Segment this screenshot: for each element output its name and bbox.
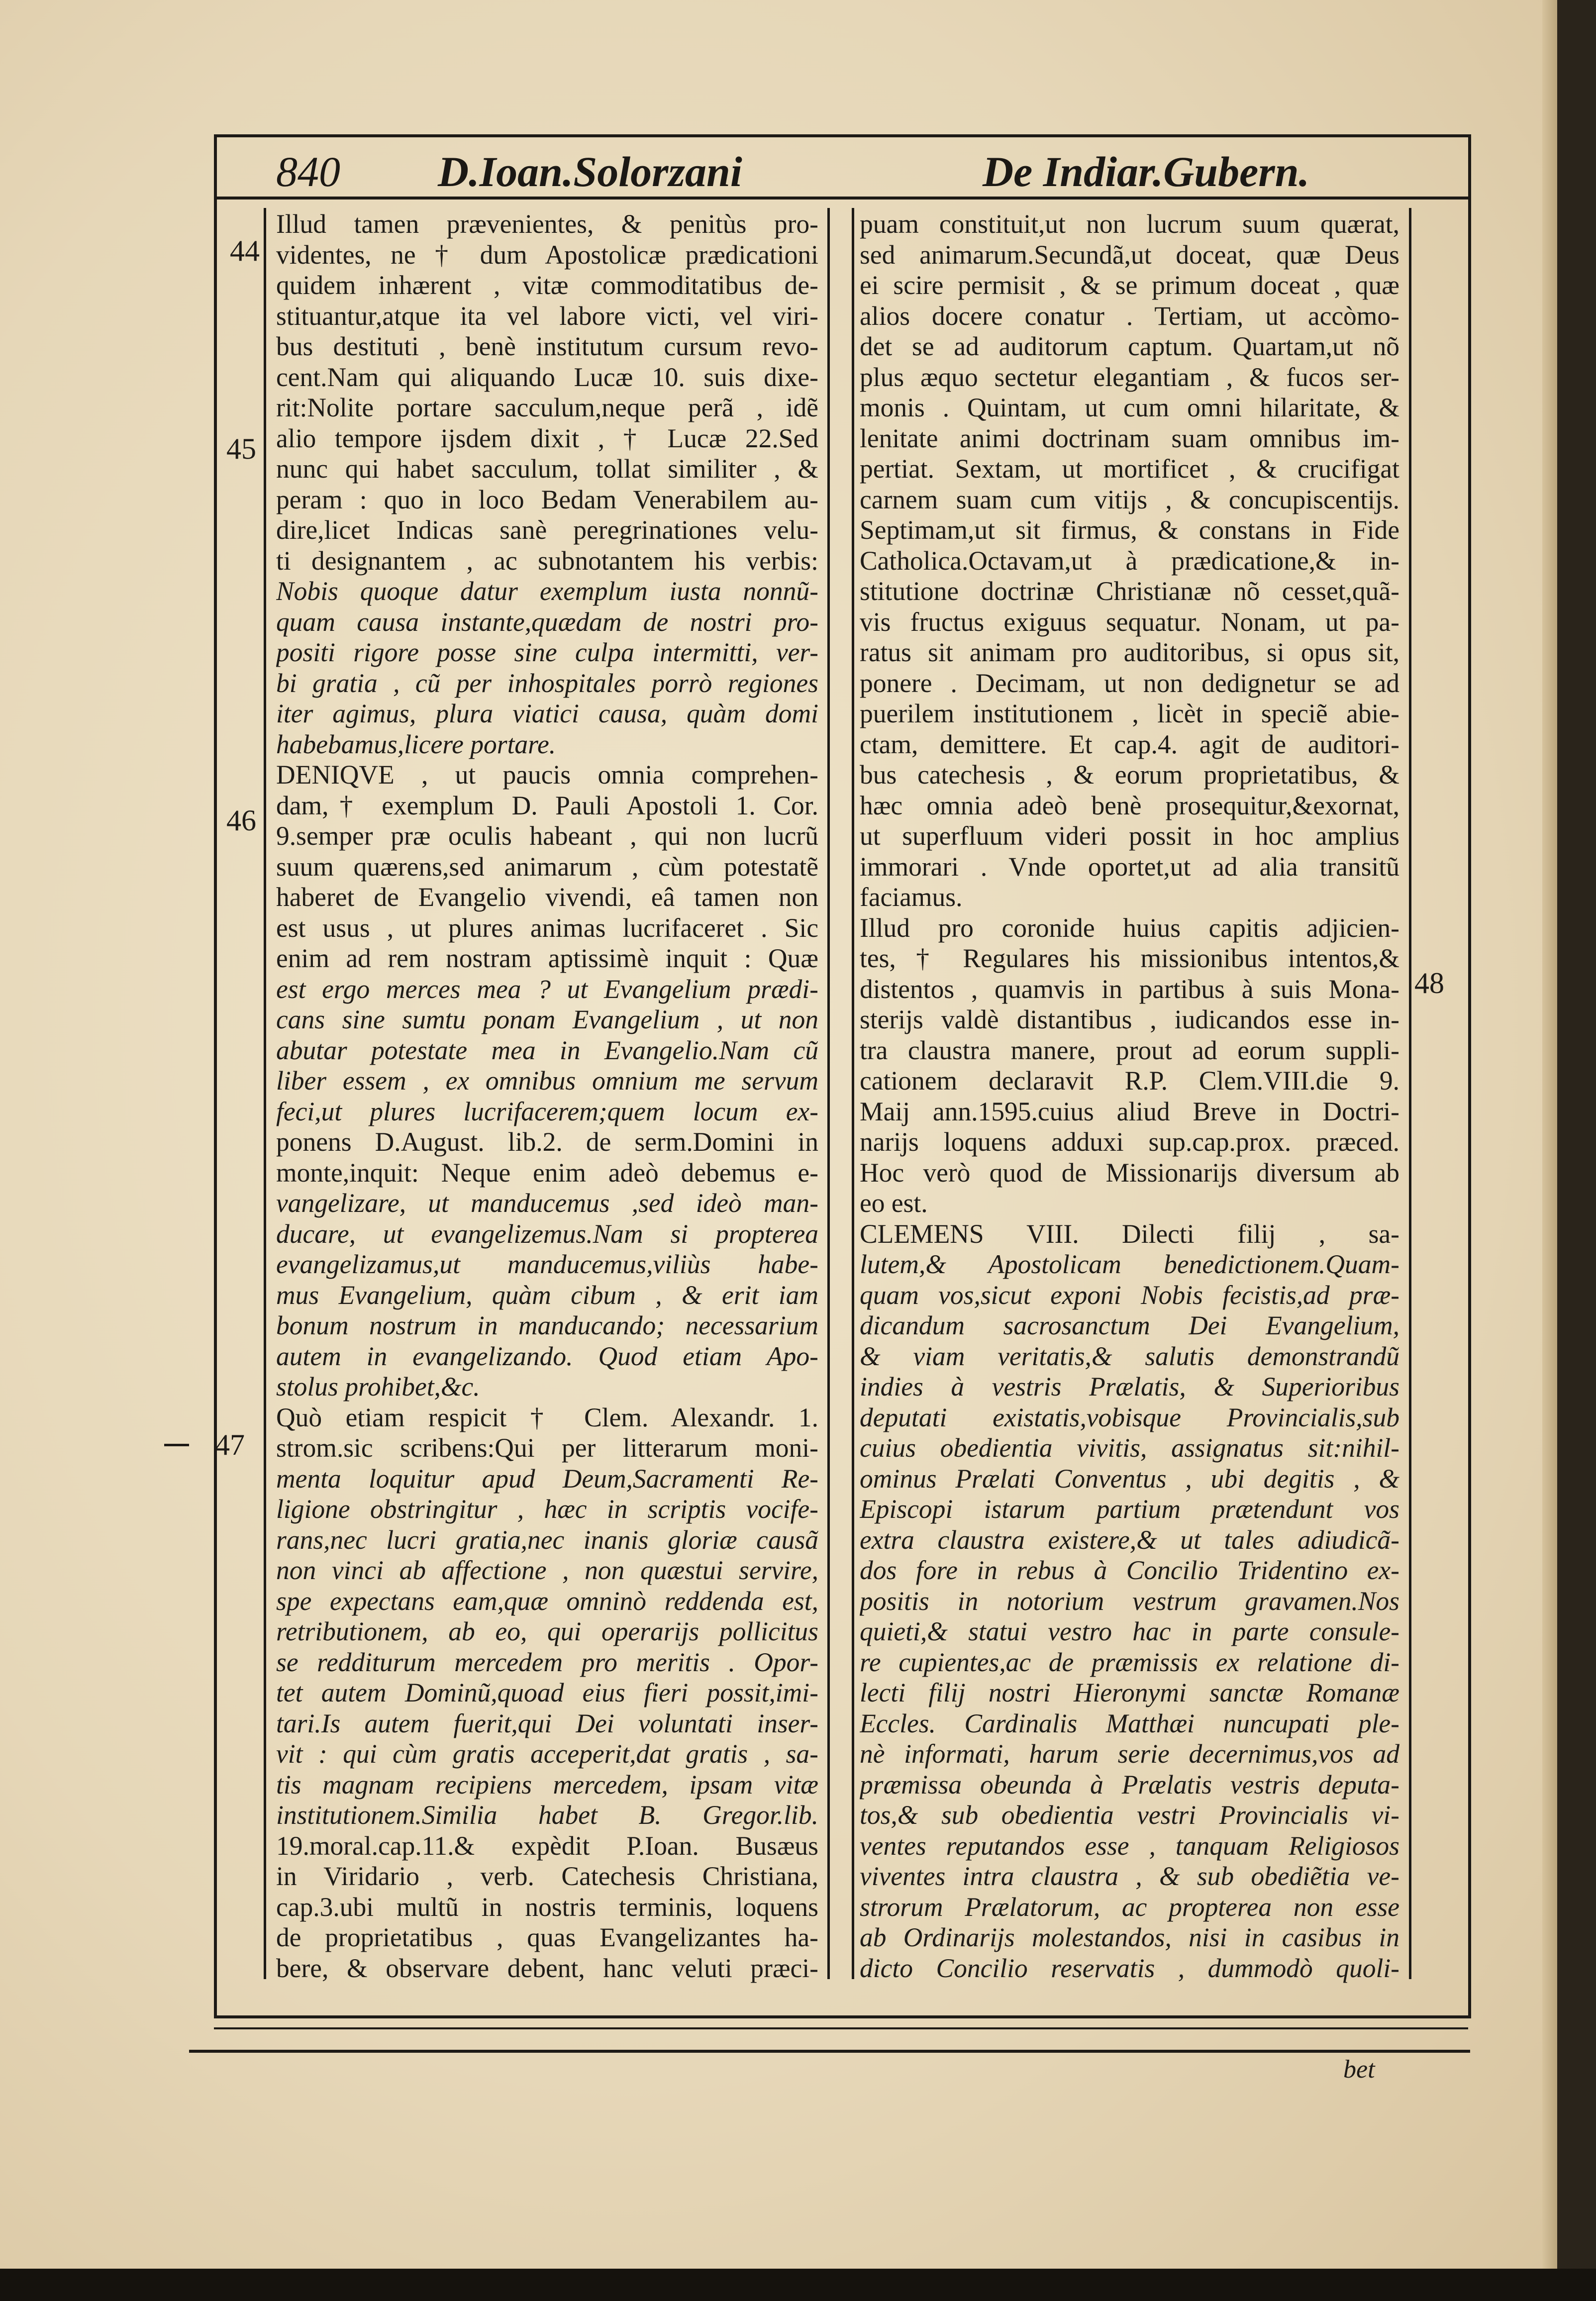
margin-number-47: 47 — [215, 1428, 245, 1461]
margin-number-46: 46 — [226, 804, 256, 837]
text-line: cap.3.ubi multũ in nostris terminis, loquens — [276, 1892, 818, 1922]
text-line: ti designantem , ac subnotantem his verbis: — [276, 545, 818, 576]
text-line: bi gratia , cũ per inhospitales porrò regiones — [276, 668, 818, 698]
text-line: dire,licet Indicas sanè peregrinationes velu- — [276, 515, 818, 545]
text-line: dicto Concilio reservatis , dummodò quoli- — [860, 1953, 1399, 1983]
text-line: præmissa obeunda à Prælatis vestris deputa- — [860, 1769, 1399, 1800]
text-line: stituantur,atque ita vel labore victi, vel viri- — [276, 300, 818, 331]
text-line: Hoc verò quod de Missionarijs diversum ab — [860, 1157, 1399, 1188]
text-line: ventes reputandos esse , tanquam Religiosos — [860, 1830, 1399, 1861]
text-line: ut superfluum videri possit in hoc amplius — [860, 821, 1399, 851]
text-line: Septimam,ut sit firmus, & constans in Fide — [860, 515, 1399, 545]
text-line: rans,nec lucri gratia,nec inanis gloriæ causã — [276, 1524, 818, 1555]
text-line: stitutione doctrinæ Christianæ nõ cesset,quã- — [860, 576, 1399, 606]
text-line: spe expectans eam,quæ omninò reddenda est, — [276, 1586, 818, 1616]
text-line: re cupientes,ac de præmissis ex relatione di- — [860, 1647, 1399, 1677]
text-line: tes, † Regulares his missionibus intentos,& — [860, 943, 1399, 973]
text-line: suum quærens,sed animarum , cùm potestatẽ — [276, 851, 818, 882]
right-text-column — [860, 209, 1399, 1984]
text-line: quidem inhærent , vitæ commoditatibus de- — [276, 270, 818, 300]
text-line: habebamus,licere portare. — [276, 729, 556, 759]
text-line: distentos , quamvis in partibus à suis Mona- — [860, 974, 1399, 1004]
text-line: se redditurum mercedem pro meritis . Opor- — [276, 1647, 818, 1677]
text-line: carnem suam cum vitijs , & concupiscentijs. — [860, 484, 1399, 514]
text-line: nunc qui habet sacculum, tollat similiter , & — [276, 454, 818, 484]
text-line: tis magnam recipiens mercedem, ipsam vitæ — [276, 1769, 818, 1800]
text-line: tet autem Dominũ,quoad eius fieri possit,imi- — [276, 1678, 818, 1707]
text-line: alios docere conatur . Tertiam, ut accòmo- — [860, 300, 1399, 331]
text-line: lecti filij nostri Hieronymi sanctæ Romanæ — [860, 1678, 1399, 1707]
text-line: & viam veritatis,& salutis demonstrandũ — [860, 1341, 1399, 1371]
text-line: Nobis quoque datur exemplum iusta nonnũ- — [276, 576, 818, 606]
text-line: Episcopi istarum partium prætendunt vos — [860, 1494, 1399, 1524]
running-head-author: D.Ioan.Solorzani — [438, 148, 742, 196]
text-line: 9.semper præ oculis habeant , qui non lucrũ — [276, 821, 818, 851]
text-line: est ergo merces mea ? ut Evangelium prædi- — [276, 974, 818, 1004]
text-line: bere, & observare debent, hanc veluti præci- — [276, 1953, 818, 1983]
text-line: eo est. — [860, 1188, 928, 1218]
text-line: bus catechesis , & eorum proprietatibus, & — [860, 760, 1399, 790]
text-line: positi rigore posse sine culpa intermitti, ver- — [276, 637, 818, 667]
text-line: non vinci ab affectione , non quæstui servire, — [276, 1555, 818, 1585]
text-line: mus Evangelium, quàm cibum , & erit iam — [276, 1280, 818, 1310]
text-line: puerilem institutionem , licèt in speciẽ abie- — [860, 699, 1399, 728]
text-line: Eccles. Cardinalis Matthæi nuncupati ple- — [860, 1708, 1399, 1738]
text-line: plus æquo sectetur elegantiam , & fucos ser- — [860, 362, 1399, 392]
text-line: ponere . Decimam, ut non dedignetur se ad — [860, 668, 1399, 698]
text-line: de proprietatibus , quas Evangelizantes ha- — [276, 1922, 818, 1952]
text-line: puam constituit,ut non lucrum suum quærat, — [860, 209, 1399, 239]
text-line: narijs loquens adduxi sup.cap.prox. præced. — [860, 1127, 1399, 1157]
text-line: strorum Prælatorum, ac propterea non esse — [860, 1892, 1399, 1922]
text-line: ligione obstringitur , hæc in scriptis vocife- — [276, 1494, 818, 1524]
text-line: ratus sit animam pro auditoribus, si opus sit, — [860, 637, 1399, 667]
text-line: ei scire permisit , & se primum doceat , quæ — [860, 270, 1399, 300]
margin-dash — [164, 1444, 189, 1446]
text-line: viventes intra claustra , & sub obediẽtia ve- — [860, 1861, 1399, 1891]
text-line: lutem,& Apostolicam benedictionem.Quam- — [860, 1249, 1399, 1279]
text-line: in Viridario , verb. Catechesis Christiana, — [276, 1861, 818, 1891]
text-line: dicandum sacrosanctum Dei Evangelium, — [860, 1310, 1399, 1340]
text-line: dam,† exemplum D. Pauli Apostoli 1. Cor. — [276, 790, 818, 820]
text-line: vis fructus exiguus sequatur. Nonam, ut pa- — [860, 606, 1399, 637]
text-line: ctam, demittere. Et cap.4. agit de auditori- — [860, 729, 1399, 759]
text-line: enim ad rem nostram aptissimè inquit : Quæ — [276, 943, 818, 973]
footer-rule-inner — [214, 2027, 1468, 2029]
text-line: rit:Nolite portare sacculum,neque perã , idẽ — [276, 393, 818, 422]
text-line: pertiat. Sextam, ut mortificet , & crucifigat — [860, 454, 1399, 484]
text-line: feci,ut plures lucrifacerem;quem locum ex- — [276, 1096, 818, 1126]
text-line: Maij ann.1595.cuius aliud Breve in Doctri- — [860, 1096, 1399, 1126]
margin-number-44: 44 — [230, 234, 260, 267]
text-line: nè informati, harum serie decernimus,vos ad — [860, 1739, 1399, 1769]
text-line: ponens D.August. lib.2. de serm.Domini in — [276, 1127, 818, 1157]
text-line: det se ad auditorum captum. Quartam,ut nõ — [860, 331, 1399, 361]
text-line: abutar potestate mea in Evangelio.Nam cũ — [276, 1035, 818, 1065]
text-line: cans sine sumtu ponam Evangelium , ut non — [276, 1004, 818, 1034]
left-text-column — [276, 209, 818, 1984]
text-line: positis in notorium vestrum gravamen.Nos — [860, 1586, 1399, 1616]
text-line: videntes, ne † dum Apostolicæ prædicationi — [276, 239, 818, 270]
text-line: tos,& sub obedientia vestri Provincialis vi- — [860, 1800, 1399, 1830]
text-line: quieti,& statui vestro hac in parte consule- — [860, 1616, 1399, 1646]
text-line: haberet de Evangelio vivendi, eâ tamen non — [276, 882, 818, 912]
text-line: stolus prohibet,&c. — [276, 1372, 480, 1401]
running-head-title: De Indiar.Gubern. — [983, 148, 1310, 196]
text-line: ominus Prælati Conventus , ubi degitis , & — [860, 1463, 1399, 1494]
text-line: quam vos,sicut exponi Nobis fecistis,ad præ- — [860, 1280, 1399, 1310]
text-line: cent.Nam qui aliquando Lucæ 10. suis dixe- — [276, 362, 818, 392]
text-line: Illud pro coronide huius capitis adjicien- — [860, 912, 1399, 943]
text-line: quam causa instante,quædam de nostri pro- — [276, 606, 818, 637]
text-line: retributionem, ab eo, qui operarijs pollicitus — [276, 1616, 818, 1646]
text-line: evangelizamus,ut manducemus,viliùs habe- — [276, 1249, 818, 1279]
catchword: bet — [1343, 2055, 1375, 2084]
text-line: est usus , ut plures animas lucrifaceret . Sic — [276, 912, 818, 943]
text-line: CLEMENS VIII. Dilecti filij , sa- — [860, 1218, 1399, 1249]
text-line: Catholica.Octavam,ut à prædicatione,& in- — [860, 545, 1399, 576]
text-line: Quò etiam respicit † Clem. Alexandr. 1. — [276, 1402, 818, 1432]
header-rule — [214, 197, 1468, 200]
text-line: immorari . Vnde oportet,ut ad alia transitũ — [860, 851, 1399, 882]
text-line: indies à vestris Prælatis, & Superioribus — [860, 1372, 1399, 1401]
text-line: Illud tamen prævenientes, & penitùs pro- — [276, 209, 818, 239]
background-bottom — [0, 2269, 1596, 2301]
margin-number-48: 48 — [1414, 967, 1444, 1000]
text-line: ducare, ut evangelizemus.Nam si propterea — [276, 1218, 818, 1249]
text-line: cuius obedientia vivitis, assignatus sit:nihil- — [860, 1433, 1399, 1463]
text-line: menta loquitur apud Deum,Sacramenti Re- — [276, 1463, 818, 1494]
text-line: tari.Is autem fuerit,qui Dei voluntati inser- — [276, 1708, 818, 1738]
text-line: sed animarum.Secundã,ut doceat, quæ Deus — [860, 239, 1399, 270]
text-line: vangelizare, ut manducemus ,sed ideò man- — [276, 1188, 818, 1218]
text-line: autem in evangelizando. Quod etiam Apo- — [276, 1341, 818, 1371]
book-spine — [1557, 0, 1596, 2301]
text-line: dos fore in rebus à Concilio Tridentino ex- — [860, 1555, 1399, 1585]
text-line: iter agimus, plura viatici causa, quàm domi — [276, 699, 818, 728]
text-line: extra claustra existere,& ut tales adiudicã- — [860, 1524, 1399, 1555]
text-line: institutionem.Similia habet B. Gregor.lib. — [276, 1800, 818, 1830]
text-line: hæc omnia adeò benè prosequitur,&exornat, — [860, 790, 1399, 820]
text-line: 19.moral.cap.11.& expèdit P.Ioan. Busæus — [276, 1830, 818, 1861]
text-line: sterijs valdè distantibus , iudicandos esse in- — [860, 1004, 1399, 1034]
text-line: liber essem , ex omnibus omnium me servum — [276, 1066, 818, 1096]
margin-number-45: 45 — [226, 432, 256, 465]
text-line: tra claustra manere, prout ad eorum suppli- — [860, 1035, 1399, 1065]
text-line: lenitate animi doctrinam suam omnibus im- — [860, 423, 1399, 453]
page-number: 840 — [276, 148, 340, 196]
text-line: cationem declaravit R.P. Clem.VIII.die 9. — [860, 1066, 1399, 1096]
text-line: peram : quo in loco Bedam Venerabilem au- — [276, 484, 818, 514]
text-line: strom.sic scribens:Qui per litterarum moni- — [276, 1433, 818, 1463]
text-line: monte,inquit: Neque enim adeò debemus e- — [276, 1157, 818, 1188]
text-line: faciamus. — [860, 882, 963, 912]
text-line: deputati existatis,vobisque Provincialis,sub — [860, 1402, 1399, 1432]
text-line: ab Ordinarijs molestandos, nisi in casibus in — [860, 1922, 1399, 1952]
text-line: alio tempore ijsdem dixit , † Lucæ 22.Sed — [276, 423, 818, 453]
text-line: bonum nostrum in manducando; necessarium — [276, 1310, 818, 1340]
footer-rule — [189, 2050, 1470, 2053]
text-line: vit : qui cùm gratis acceperit,dat gratis , sa- — [276, 1739, 818, 1769]
text-line: DENIQVE , ut paucis omnia comprehen- — [276, 760, 818, 790]
text-line: bus destituti , benè institutum cursum revo- — [276, 331, 818, 361]
text-line: monis . Quintam, ut cum omni hilaritate, & — [860, 393, 1399, 422]
